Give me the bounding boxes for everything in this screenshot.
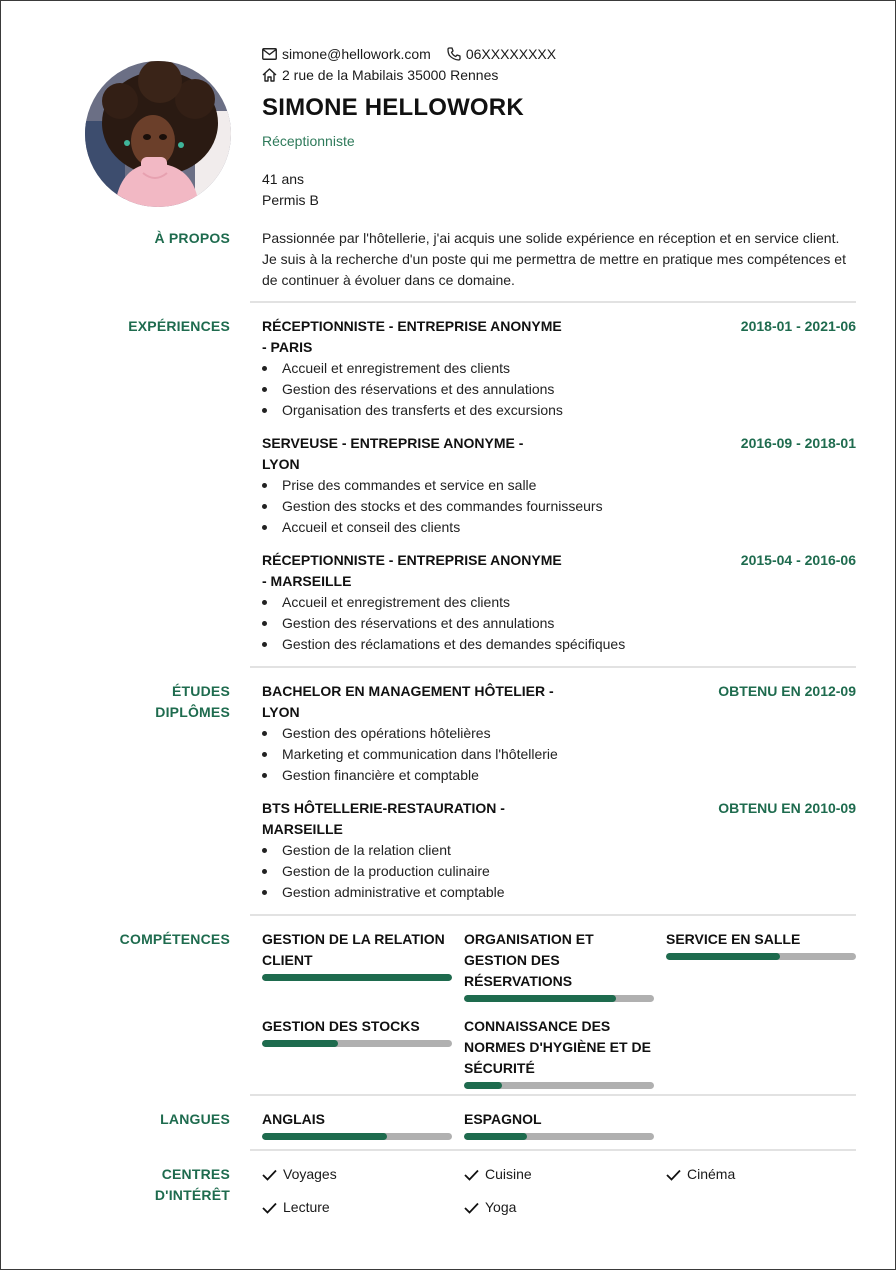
- skill-name: GESTION DES STOCKS: [262, 1018, 420, 1034]
- interests-label-line: CENTRES: [161, 1166, 230, 1182]
- experience-title: SERVEUSE - ENTREPRISE ANONYME - LYON: [262, 435, 524, 472]
- experience-title: RÉCEPTIONNISTE - ENTREPRISE ANONYME - MARSEILLE: [262, 552, 562, 589]
- experience-tasks: [262, 358, 856, 421]
- education-label-line: DIPLÔMES: [155, 704, 230, 720]
- list-item: Organisation des transferts et des excursions: [262, 400, 856, 421]
- experience-label: EXPÉRIENCES: [128, 318, 230, 334]
- email-text: simone@hellowork.com: [282, 45, 431, 62]
- check-icon: [262, 1202, 277, 1214]
- about-label: À PROPOS: [154, 230, 230, 246]
- skills-label: COMPÉTENCES: [119, 931, 230, 947]
- skill-item: [262, 929, 452, 1002]
- list-item: Gestion financière et comptable: [262, 765, 856, 786]
- degree-topics: [262, 723, 856, 786]
- interest-label: Cuisine: [485, 1166, 532, 1182]
- personal-info: [262, 169, 862, 211]
- list-item: Gestion de la relation client: [262, 840, 856, 861]
- skill-item: [262, 1016, 452, 1089]
- interest-label: Voyages: [283, 1166, 337, 1182]
- divider: [250, 301, 856, 303]
- check-icon: [262, 1169, 277, 1181]
- divider: [250, 666, 856, 668]
- skill-item: [666, 929, 856, 1002]
- skill-level-fill: [262, 974, 452, 981]
- interests-label-line: D'INTÉRÊT: [154, 1187, 230, 1203]
- skill-name: CONNAISSANCE DES NORMES D'HYGIÈNE ET DE SÉCURITÉ: [464, 1018, 651, 1076]
- language-level-fill: [464, 1133, 527, 1140]
- resume-header: [262, 43, 862, 211]
- age: 41 ans: [262, 171, 305, 187]
- education-label: [155, 681, 230, 723]
- divider: [250, 914, 856, 916]
- experience-date: 2015-04 - 2016-06: [740, 552, 856, 568]
- degree-date: OBTENU EN 2012-09: [718, 683, 856, 699]
- email-contact[interactable]: [262, 46, 431, 62]
- experience-tasks: [262, 475, 856, 538]
- interests-label: [155, 1164, 230, 1206]
- skill-level-fill: [464, 1082, 502, 1089]
- address-contact: [262, 67, 498, 83]
- skill-name: ORGANISATION ET GESTION DES RÉSERVATIONS: [464, 931, 594, 989]
- phone-contact[interactable]: [447, 46, 556, 62]
- skills-grid: [262, 929, 856, 1089]
- profile-photo: [85, 61, 231, 207]
- divider: [250, 1094, 856, 1096]
- skill-item: [464, 1016, 654, 1089]
- check-icon: [666, 1169, 681, 1181]
- list-item: Accueil et enregistrement des clients: [262, 358, 856, 379]
- language-level-bar: [464, 1133, 654, 1140]
- interest-item: [262, 1197, 464, 1218]
- language-name: ESPAGNOL: [464, 1111, 542, 1127]
- interest-item: [464, 1197, 666, 1218]
- skill-level-bar: [262, 1040, 452, 1047]
- list-item: Gestion des opérations hôtelières: [262, 723, 856, 744]
- check-icon: [464, 1202, 479, 1214]
- skill-name: SERVICE EN SALLE: [666, 931, 801, 947]
- education-label-line: ÉTUDES: [172, 683, 230, 699]
- list-item: Gestion des réservations et des annulations: [262, 379, 856, 400]
- list-item: Gestion administrative et comptable: [262, 882, 856, 903]
- list-item: Gestion des réservations et des annulations: [262, 613, 856, 634]
- interests-grid: [262, 1164, 856, 1218]
- experience-date: 2018-01 - 2021-06: [740, 318, 856, 334]
- list-item: Marketing et communication dans l'hôtellerie: [262, 744, 856, 765]
- interest-label: Cinéma: [687, 1166, 736, 1182]
- skill-level-fill: [464, 995, 616, 1002]
- interest-label: Yoga: [485, 1199, 517, 1215]
- about-text: Passionnée par l'hôtellerie, j'ai acquis une solide expérience en réception et en service client. Je suis à la recherche d'un poste qui me permettra de mettre en pratique mes compétences et de continuer à évoluer dans ce domaine.: [262, 230, 846, 288]
- education-entry: [262, 798, 856, 903]
- skill-item: [464, 929, 654, 1002]
- degree-title: BACHELOR EN MANAGEMENT HÔTELIER - LYON: [262, 683, 554, 720]
- list-item: Gestion des réclamations et des demandes spécifiques: [262, 634, 856, 655]
- skill-level-fill: [666, 953, 780, 960]
- languages-label: LANGUES: [160, 1111, 230, 1127]
- contact-row: [262, 43, 862, 64]
- language-item: [464, 1109, 654, 1140]
- phone-icon: [447, 47, 461, 61]
- check-icon: [464, 1169, 479, 1181]
- education-entry: [262, 681, 856, 786]
- degree-topics: [262, 840, 856, 903]
- skill-level-bar: [666, 953, 856, 960]
- language-level-bar: [262, 1133, 452, 1140]
- divider: [250, 1149, 856, 1151]
- language-item: [262, 1109, 452, 1140]
- skill-level-bar: [464, 995, 654, 1002]
- home-icon: [262, 68, 277, 82]
- skill-name: GESTION DE LA RELATION CLIENT: [262, 931, 445, 968]
- address-text: 2 rue de la Mabilais 35000 Rennes: [282, 66, 499, 83]
- languages-grid: [262, 1109, 856, 1140]
- language-name: ANGLAIS: [262, 1111, 325, 1127]
- list-item: Accueil et conseil des clients: [262, 517, 856, 538]
- address-row: [262, 64, 862, 85]
- experience-title: RÉCEPTIONNISTE - ENTREPRISE ANONYME - PARIS: [262, 318, 562, 355]
- interest-item: [262, 1164, 464, 1185]
- candidate-name: SIMONE HELLOWORK: [262, 94, 524, 121]
- degree-date: OBTENU EN 2010-09: [718, 800, 856, 816]
- interest-label: Lecture: [283, 1199, 330, 1215]
- degree-title: BTS HÔTELLERIE-RESTAURATION - MARSEILLE: [262, 800, 505, 837]
- experience-entry: [262, 550, 856, 655]
- experience-entry: [262, 433, 856, 538]
- experience-date: 2016-09 - 2018-01: [740, 435, 856, 451]
- skill-level-bar: [464, 1082, 654, 1089]
- skill-level-bar: [262, 974, 452, 981]
- list-item: Gestion des stocks et des commandes fournisseurs: [262, 496, 856, 517]
- list-item: Gestion de la production culinaire: [262, 861, 856, 882]
- interest-item: [464, 1164, 666, 1185]
- language-level-fill: [262, 1133, 387, 1140]
- driving-license: Permis B: [262, 192, 319, 208]
- phone-text: 06XXXXXXXX: [465, 45, 557, 62]
- list-item: Accueil et enregistrement des clients: [262, 592, 856, 613]
- list-item: Prise des commandes et service en salle: [262, 475, 856, 496]
- mail-icon: [262, 48, 277, 60]
- interest-item: [666, 1164, 856, 1185]
- experience-entry: [262, 316, 856, 421]
- job-title: Réceptionniste: [262, 133, 355, 149]
- experience-tasks: [262, 592, 856, 655]
- skill-level-fill: [262, 1040, 338, 1047]
